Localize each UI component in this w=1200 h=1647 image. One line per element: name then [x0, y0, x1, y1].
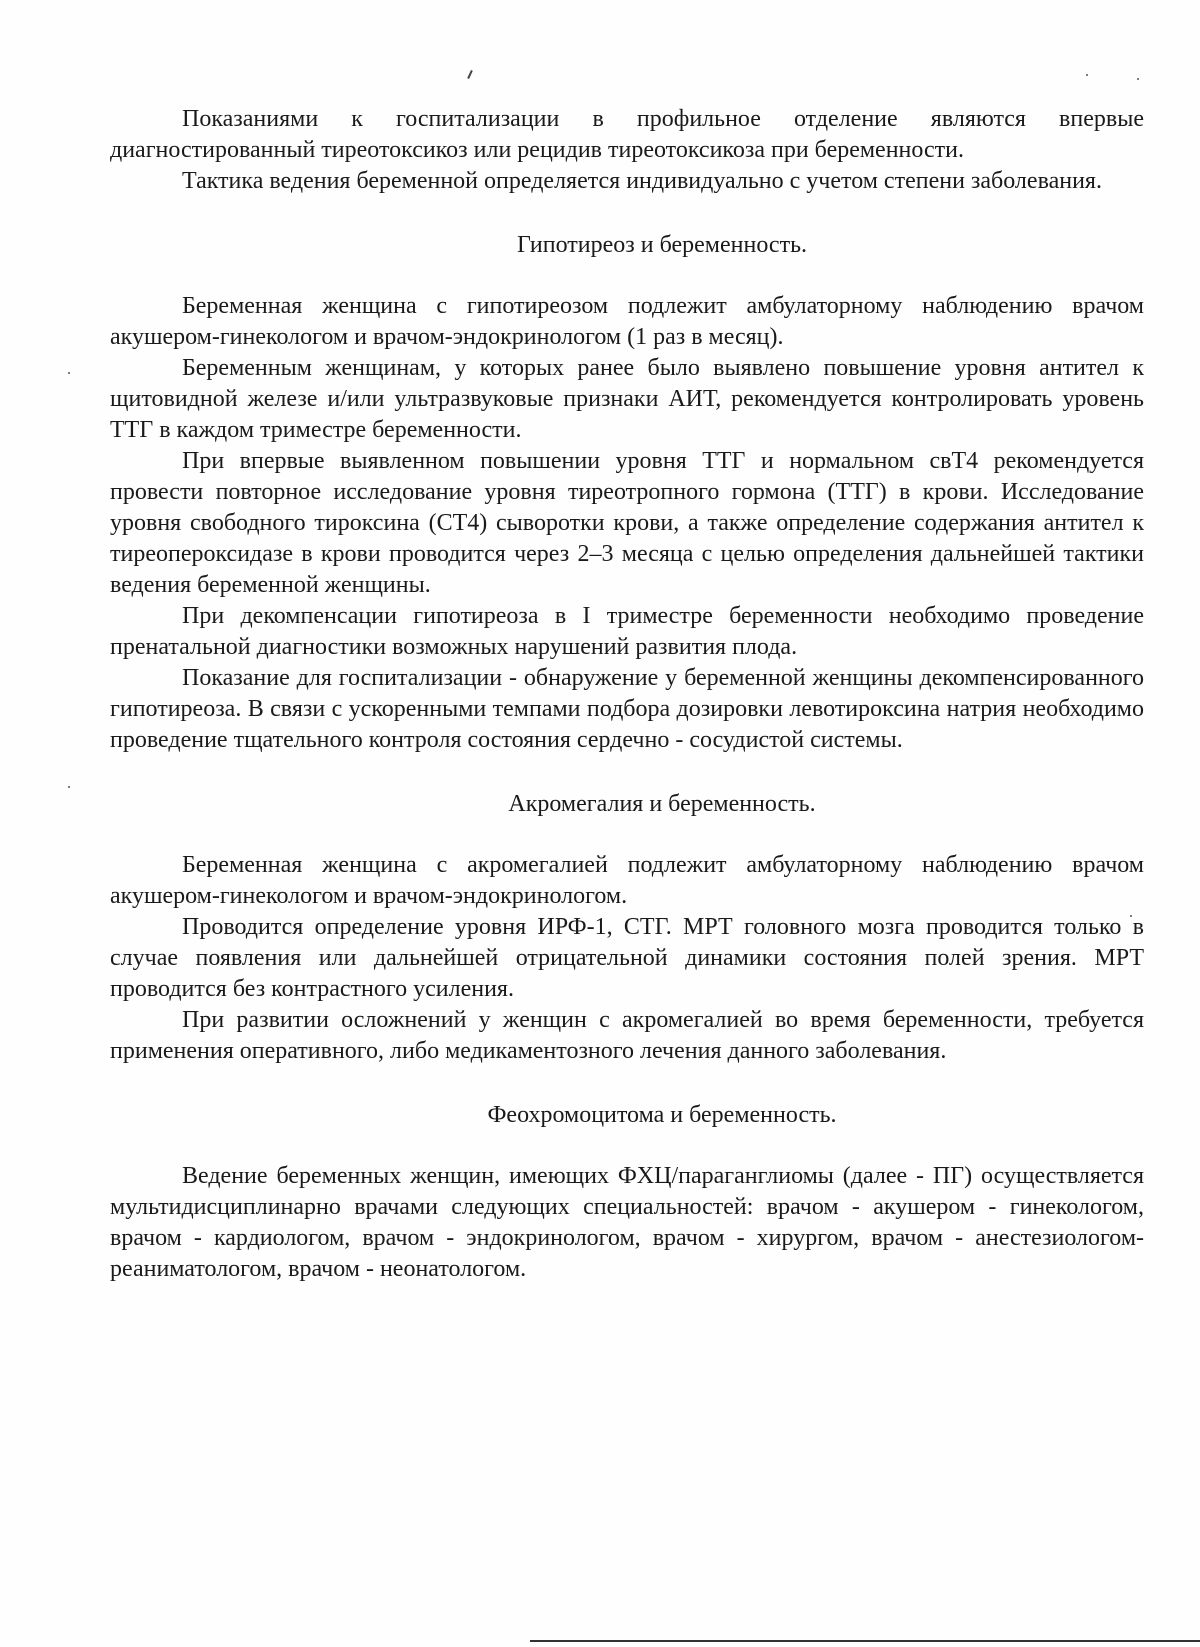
spacer — [110, 756, 1144, 789]
paragraph: Тактика ведения беременной определяется индивидуально с учетом степени заболевания. — [182, 168, 1102, 194]
paragraph: При развитии осложнений у женщин с акромегалией во время беременности, требуется применения оперативного, либо медикаментозного лечения данного заболевания. — [110, 1007, 1144, 1064]
paragraph: Показаниями к госпитализации в профильное отделение являются впервые диагностированный тиреотоксикоз или рецидив тиреотоксикоза при беременности. — [110, 106, 1144, 163]
paragraph: Беременным женщинам, у которых ранее было выявлено повышение уровня антител к щитовидной железе и/или ультразвуковые признаки АИТ, рекомендуется контролировать уровень ТТГ в каждом триместре беременности. — [110, 355, 1144, 443]
scan-speck — [1086, 74, 1088, 76]
scan-speck — [68, 786, 70, 788]
scan-edge-line — [530, 1640, 1200, 1642]
paragraph: Показание для госпитализации - обнаружение у беременной женщины декомпенсированного гипотиреоза. В связи с ускоренными темпами подбора дозировки левотироксина натрия необходимо проведение тщательного контроля состояния сердечно - сосудистой системы. — [110, 665, 1144, 753]
document-body — [110, 104, 1144, 1285]
spacer — [110, 820, 1144, 850]
section-heading-hypothyroidism: Гипотиреоз и беременность. — [516, 232, 808, 258]
spacer — [110, 1067, 1144, 1100]
scan-speck — [1137, 78, 1139, 80]
spacer — [110, 1131, 1144, 1161]
paragraph: При декомпенсации гипотиреоза в I триместре беременности необходимо проведение пренатальной диагностики возможных нарушений развития плода. — [110, 603, 1144, 660]
paragraph: Беременная женщина с акромегалией подлежит амбулаторному наблюдению врачом акушером-гинекологом и врачом-эндокринологом. — [110, 852, 1144, 909]
section-heading-pheochromocytoma: Феохромоцитома и беременность. — [487, 1102, 837, 1128]
section-heading-acromegaly: Акромегалия и беременность. — [508, 791, 816, 817]
paragraph: Ведение беременных женщин, имеющих ФХЦ/параганглиомы (далее - ПГ) осуществляется мультидисциплинарно врачами следующих специальностей: врачом - акушером - гинекологом, врачом - кардиологом, врачом - эндокринологом, врачом - хирургом, врачом - анестезиологом-реаниматологом, врачом - неонатологом. — [110, 1163, 1144, 1282]
spacer — [110, 197, 1144, 230]
paragraph: При впервые выявленном повышении уровня ТТГ и нормальном свТ4 рекомендуется провести повторное исследование уровня тиреотропного гормона (ТТГ) в крови. Исследование уровня свободного тироксина (СТ4) сыворотки крови, а также определение содержания антител к тиреопероксидазе в крови проводится через 2–3 месяца с целью определения дальнейшей тактики ведения беременной женщины. — [110, 448, 1144, 598]
paragraph: Проводится определение уровня ИРФ-1, СТГ. МРТ головного мозга проводится только в случае появления или дальнейшей отрицательной динамики состояния полей зрения. МРТ проводится без контрастного усиления. — [110, 914, 1144, 1002]
spacer — [110, 261, 1144, 291]
paragraph: Беременная женщина с гипотиреозом подлежит амбулаторному наблюдению врачом акушером-гинекологом и врачом-эндокринологом (1 раз в месяц). — [110, 293, 1144, 350]
scan-mark — [467, 70, 473, 79]
scan-speck — [68, 372, 70, 374]
